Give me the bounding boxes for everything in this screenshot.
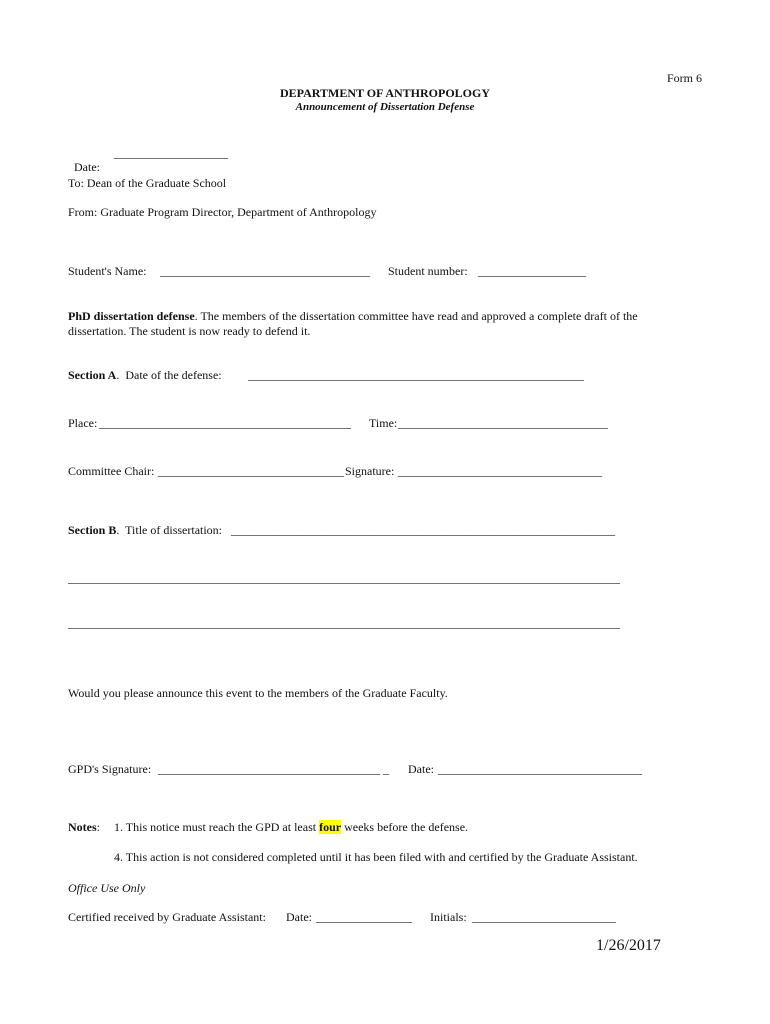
office-use-heading: Office Use Only (68, 881, 146, 895)
defense-date-blank[interactable]: ________________________________________________________ (248, 368, 584, 382)
initials-label: Initials: (430, 910, 467, 924)
form-subtitle: Announcement of Dissertation Defense (295, 101, 475, 113)
footer-date: 1/26/2017 (596, 937, 661, 954)
gpd-signature-label: GPD's Signature: (68, 762, 152, 776)
chair-signature-blank[interactable]: __________________________________ (398, 464, 602, 478)
chair-signature-label: Signature: (345, 464, 395, 478)
from-line: From: Graduate Program Director, Department of Anthropology (68, 205, 377, 219)
phd-heading: PhD dissertation defense (68, 309, 195, 323)
note-1 (114, 820, 468, 834)
place-blank[interactable]: __________________________________________ (99, 416, 351, 430)
date-row (68, 146, 100, 175)
dissertation-title-line-2[interactable]: ____________________________________________________________________________________________ (68, 571, 620, 585)
to-line: To: Dean of the Graduate School (68, 176, 227, 190)
certified-label: Certified received by Graduate Assistant: (68, 910, 266, 924)
office-date-blank[interactable]: ________________ (316, 910, 412, 924)
notes-line-1 (68, 820, 100, 834)
announce-text: Would you please announce this event to the members of the Graduate Faculty. (68, 686, 448, 700)
student-number-label: Student number: (388, 264, 468, 278)
notes-colon: : (96, 820, 101, 834)
student-name-label: Student's Name: (68, 264, 147, 278)
chair-blank[interactable]: _______________________________ (158, 464, 344, 478)
note-2: 4. This action is not considered completed until it has been filed with and certified by the Graduate Assistant. (114, 850, 638, 864)
note-1-highlight: four (319, 820, 342, 834)
place-label: Place: (68, 416, 98, 430)
office-date-label: Date: (286, 910, 312, 924)
form-number: Form 6 (667, 71, 703, 85)
time-blank[interactable]: ___________________________________ (398, 416, 608, 430)
time-label: Time: (369, 416, 398, 430)
phd-text: . The members of the dissertation committee have read and approved a complete draft of the dissertation. The student is now ready to defend it. (68, 309, 638, 338)
gpd-signature-blank[interactable]: _____________________________________ _ (158, 762, 389, 776)
dissertation-title-blank[interactable]: ________________________________________________________________ (231, 523, 615, 537)
student-name-blank[interactable]: ___________________________________ (160, 264, 370, 278)
section-a-heading: Section A (68, 368, 117, 382)
date-blank[interactable]: ___________________ (114, 146, 228, 160)
initials-blank[interactable]: ________________________ (472, 910, 616, 924)
department-title: DEPARTMENT OF ANTHROPOLOGY (279, 86, 491, 100)
gpd-date-blank[interactable]: __________________________________ (438, 762, 642, 776)
section-b-label: . Title of dissertation: (116, 523, 223, 537)
section-a-line (68, 368, 222, 382)
student-number-blank[interactable]: __________________ (478, 264, 586, 278)
notes-label: Notes (68, 820, 97, 834)
section-a-label: . Date of the defense: (116, 368, 222, 382)
dissertation-title-line-3[interactable]: ____________________________________________________________________________________________ (68, 616, 620, 630)
gpd-date-label: Date: (408, 762, 434, 776)
note-1-prefix: 1. This notice must reach the GPD at least (114, 820, 320, 834)
chair-label: Committee Chair: (68, 464, 155, 478)
section-b-heading: Section B (68, 523, 117, 537)
date-label: Date: (74, 160, 100, 175)
phd-paragraph (68, 309, 688, 339)
section-b-line (68, 523, 222, 537)
note-1-suffix: weeks before the defense. (341, 820, 469, 834)
